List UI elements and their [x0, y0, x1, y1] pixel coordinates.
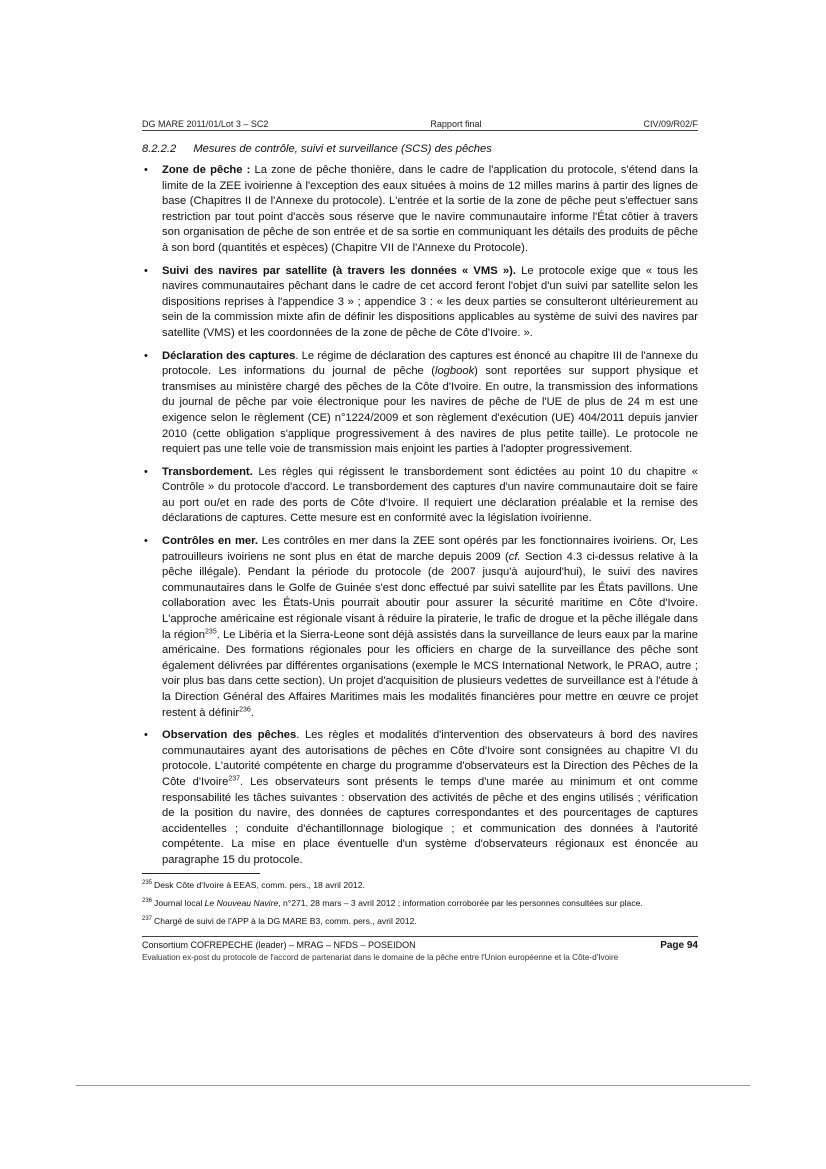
item-text: ) sont reportées sur support physique et transmises au ministère chargé des pêches de la Côte d'Ivoire. En outre, la transmission des informations du journal de pêche par voie électronique pour les navires de pêche de l'UE de plus de 24 m est une exigence selon le règlement (CE) n°1224/2009 et son règlement d'exécution (UE) 404/2011 depuis janvier 2010 (cette obligation s'applique progressivement à des navires de plus petite taille). Le protocole ne requiert pas une telle voie de transmission mais enjoint les parties à l'adopter progressivement. — [162, 365, 698, 456]
header-right: CIV/09/R02/F — [643, 119, 698, 129]
bullet-item-vms — [142, 264, 698, 342]
footnote-number: 236 — [142, 898, 153, 905]
footer-consortium: Consortium COFREPECHE (leader) – MRAG – NFDS – POSEIDON — [142, 940, 416, 950]
item-lead: Observation des pêches — [162, 729, 297, 742]
item-text: . — [250, 706, 254, 719]
bullet-item-transbordement — [142, 465, 698, 527]
bullet-icon: • — [144, 729, 148, 742]
item-lead: Transbordement. — [162, 465, 253, 478]
item-text: La zone de pêche thonière, dans le cadre de l'application du protocole, s'étend dans la limite de la ZEE ivoirienne à l'exception des eaux situées à moins de 12 milles marins à partir des lignes de base (Chapitres II de l'Annexe du protocole). L'entrée et la sortie de la zone de pêche peut s'effectuer sans restriction par tout point d'accès sous réserve que le navire communautaire informe l'État côtier à travers son organisation de pêche de son entrée et de sa sortie en communiquant les détails des produits de pêche à son bord (quantités et espèces) (Chapitre VII de l'Annexe du Protocole). — [162, 164, 698, 254]
footnote-text: Journal local — [154, 898, 205, 908]
footnote-text: , n°271, 28 mars – 3 avril 2012 ; information corroborée par les personnes consultées sur place. — [278, 898, 643, 908]
page-header — [142, 119, 698, 129]
footnote-number: 235 — [142, 880, 153, 887]
bullet-item-observation-peches — [142, 728, 698, 868]
header-divider — [142, 130, 698, 131]
item-lead: Contrôles en mer. — [162, 535, 258, 548]
page-bottom-divider — [76, 1085, 750, 1086]
footnote-237 — [142, 916, 698, 926]
item-lead: Suivi des navires par satellite (à travers les données « VMS »). — [162, 264, 516, 277]
bullet-item-declaration-captures — [142, 349, 698, 458]
item-text: . Le Libéria et la Sierra-Leone sont déjà assistés dans la surveillance de leurs eaux par la marine américaine. Des formations régionales pour les officiers en charge de la surveillance des pêche sont également délivrées par différentes organisations (exemple le MCS International Network, le PRAO, autre ; voir plus bas dans cette section). Un projet d'acquisition de plusieurs vedettes de surveillance est à l'étude à la Direction Général des Affaires Maritimes mais les modalités financières pour mettre en œuvre ce projet restent à définir — [162, 628, 699, 719]
page-footer — [142, 940, 698, 951]
bullet-item-controles-en-mer — [142, 534, 698, 721]
item-lead: Zone de pêche : — [162, 164, 251, 176]
bullet-icon: • — [144, 465, 148, 478]
item-text: Les règles qui régissent le transbordement sont édictées au point 10 du chapitre « Contrôle » du protocole d'accord. Le transbordement des captures d'un navire communautaire doit se faire au port ou/et en rade des ports de Côte d'Ivoire. Il requiert une déclaration préalable et la remise des déclarations de captures. Cette mesure est en conformité avec la législation ivoirienne. — [162, 465, 698, 525]
section-heading — [142, 143, 492, 155]
header-left: DG MARE 2011/01/Lot 3 – SC2 — [142, 119, 269, 129]
item-text-italic: logbook — [434, 365, 475, 378]
footer-subtitle: Evaluation ex-post du protocole de l'accord de partenariat dans le domaine de la pêche entre l'Union européenne et la Côte-d'Ivoire — [142, 953, 619, 962]
bullet-item-zone-de-peche — [142, 163, 698, 257]
footnote-235 — [142, 880, 698, 890]
body-text — [142, 163, 698, 876]
footnotes — [142, 880, 698, 934]
item-lead: Déclaration des captures — [162, 349, 296, 362]
bullet-icon: • — [144, 264, 148, 277]
section-number: 8.2.2.2 — [142, 143, 177, 155]
bullet-icon: • — [144, 349, 148, 362]
footnote-236 — [142, 898, 698, 908]
footnote-ref-236[interactable]: 236 — [239, 705, 251, 713]
footnote-ref-235[interactable]: 235 — [205, 627, 217, 635]
section-title: Mesures de contrôle, suivi et surveillance (SCS) des pêches — [193, 143, 492, 155]
footnote-text-italic: Le Nouveau Navire — [204, 898, 279, 908]
page-number: Page 94 — [660, 940, 698, 951]
item-text: . Les règles et modalités d'intervention des observateurs à bord des navires communautaires ayant des autorisations de pêches en Côte d'Ivoire sont consignées au chapitre VI du protocole. L'autorité compétente en charge du programme d'observateurs est la Direction des Pêches de la Côte d'Ivoire — [162, 729, 698, 788]
item-text: Le protocole exige que « tous les navires communautaires pêchant dans le cadre de cet accord feront l'objet d'un suivi par satellite selon les dispositions reprises à l'appendice 3 » ; appendice 3 : « les deux parties se consulteront ultérieurement au sein de la commission mixte afin de définir les dispositions applicables au système de suivi des navires par satellite (VMS) et les coordonnées de la zone de pêche de Côte d'Ivoire. ». — [162, 264, 698, 339]
item-text: . Les observateurs sont présents le temps d'une marée au minimum et ont comme responsabilité les tâches suivantes : observation des activités de pêche et des engins utilisés ; vérification de la position du navire, des données de captures correspondantes et des pourcentages de captures accidentelles ; conduite d'échantillonnage biologique ; et communication des données à l'autorité compétente. La mise en place éventuelle d'un système d'observateurs régionaux est énoncée au paragraphe 15 du protocole. — [162, 775, 698, 866]
bullet-icon: • — [144, 535, 148, 548]
item-text: . Le régime de déclaration des captures est énoncé au chapitre III de l'annexe du protocole. Les informations du journal de pêche ( — [162, 349, 698, 378]
item-text-italic: cf. — [508, 550, 521, 563]
footnote-text: Desk Côte d'Ivoire à EEAS, comm. pers., 18 avril 2012. — [154, 880, 365, 890]
bullet-icon: • — [144, 164, 148, 176]
item-text: Section 4.3 ci-dessus relative à la pêche illégale). Pendant la période du protocole (de 2007 jusqu'à aujourd'hui), le suivi des navires communautaires dans le Golfe de Guinée s'est donc effectué par suivi satellite par les États pavillons. Une collaboration avec les États-Unis pourrait aboutir pour assurer la sécurité maritime en Côte d'Ivoire. L'approche américaine est régionale visant à réduire la piraterie, le trafic de drogue et la pêche illégale dans la région — [162, 550, 699, 641]
footnote-number: 237 — [142, 916, 153, 923]
footnote-divider — [142, 873, 260, 874]
footnote-ref-237[interactable]: 237 — [228, 775, 241, 783]
item-text: Les contrôles en mer dans la ZEE sont opérés par les fonctionnaires ivoiriens. Or, Les patrouilleurs ivoiriens ne sont plus en état de marche depuis 2009 ( — [162, 535, 698, 563]
footer-divider — [142, 936, 698, 937]
footnote-text: Chargé de suivi de l'APP à la DG MARE B3, comm. pers., avril 2012. — [154, 916, 417, 926]
header-center: Rapport final — [430, 119, 482, 129]
